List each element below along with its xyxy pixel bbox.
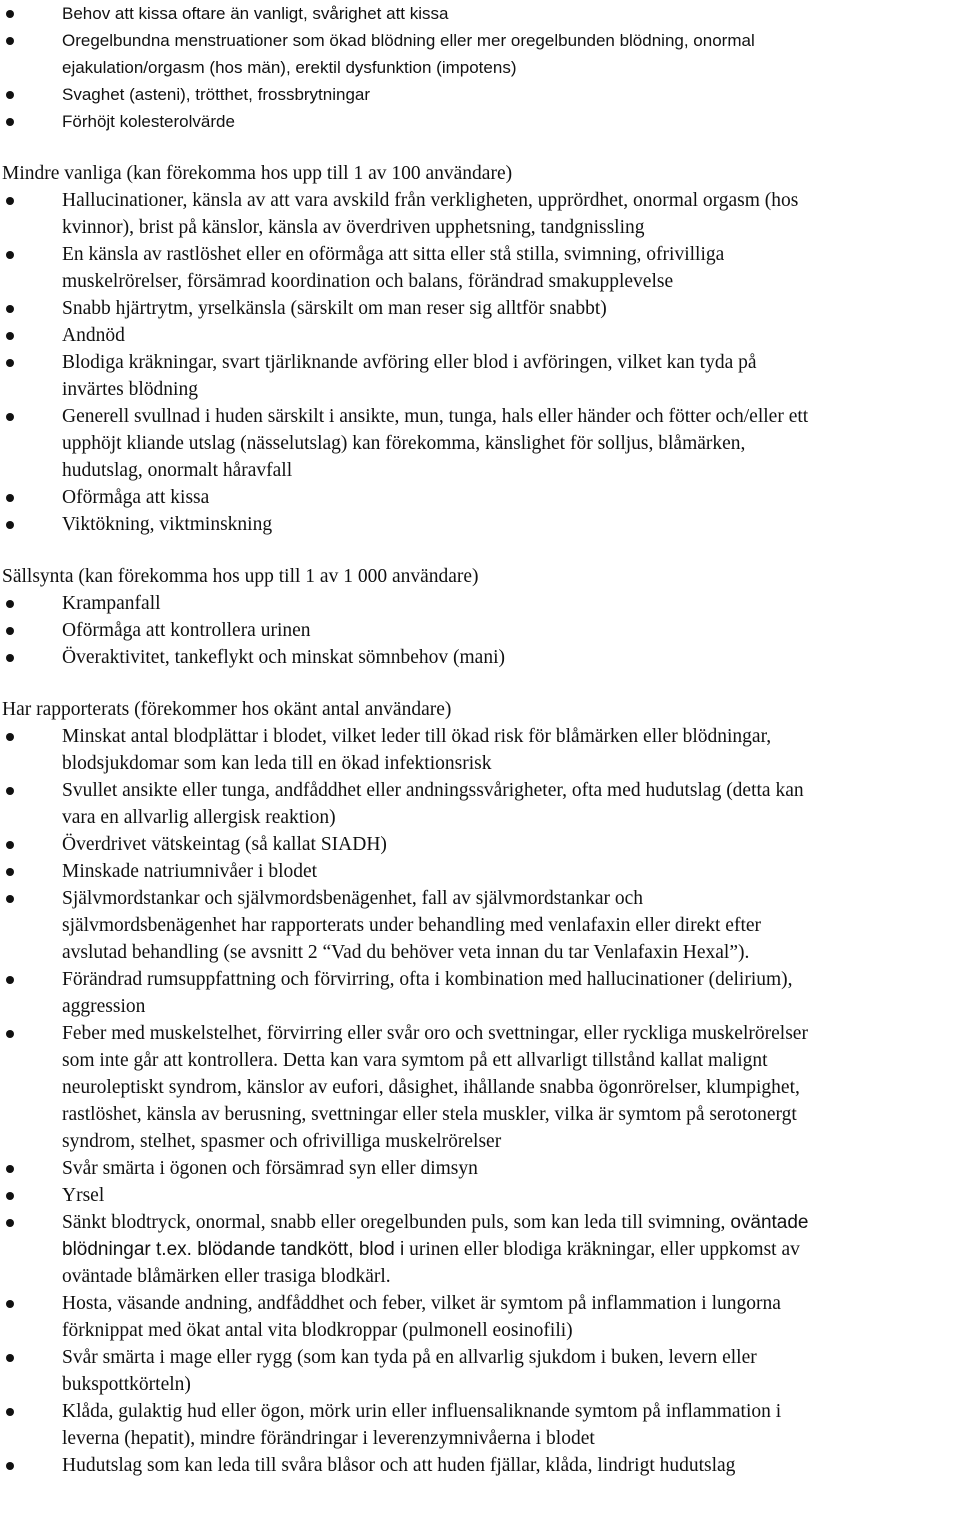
list-item <box>0 322 960 349</box>
line-text-main: Hallucinationer, känsla av att vara avskild från verkligheten, upprördhet, onormal orgasm (hos <box>62 190 799 211</box>
list-item <box>0 1398 960 1425</box>
line-text-main: Oförmåga att kontrollera urinen <box>62 620 311 641</box>
line-text-main: som inte går att kontrollera. Detta kan vara symtom på ett allvarligt tillstånd kallat malignt <box>62 1050 768 1071</box>
line-text-main: Klåda, gulaktig hud eller ögon, mörk urin eller influensaliknande symtom på inflammation i <box>62 1401 782 1422</box>
list-item-continuation <box>0 993 960 1020</box>
list-item <box>0 484 960 511</box>
line-text <box>62 1425 595 1452</box>
bullet-icon <box>6 733 14 741</box>
line-text-main: ejakulation/orgasm (hos män), erektil dysfunktion (impotens) <box>62 58 517 77</box>
line-text-main: Behov att kissa oftare än vanligt, svårighet att kissa <box>62 4 449 23</box>
line-text-extra: urinen eller blodiga kräkningar, eller uppkomst av <box>404 1239 800 1260</box>
line-text <box>62 590 161 617</box>
list-item <box>0 831 960 858</box>
line-text <box>62 27 755 54</box>
line-text-main: bukspottkörteln) <box>62 1374 191 1395</box>
bullet-icon <box>6 1462 14 1470</box>
bullet-icon <box>6 37 14 45</box>
line-text-main: Minskade natriumnivåer i blodet <box>62 861 318 882</box>
line-text <box>62 777 804 804</box>
line-text <box>62 241 724 268</box>
line-text-main: Sänkt blodtryck, onormal, snabb eller oregelbunden puls, som kan leda till svimning, <box>62 1212 731 1233</box>
line-text <box>62 1263 391 1290</box>
line-text-main: Förändrad rumsuppfattning och förvirring, ofta i kombination med hallucinationer (delirium), <box>62 969 793 990</box>
list-item <box>0 1344 960 1371</box>
list-item <box>0 241 960 268</box>
list-item <box>0 81 960 108</box>
line-text-main: Oförmåga att kissa <box>62 487 210 508</box>
line-text <box>62 993 145 1020</box>
line-text-main: avslutad behandling (se avsnitt 2 “Vad du behöver veta innan du tar Venlafaxin Hexal”). <box>62 942 750 963</box>
line-text-main: Mindre vanliga (kan förekomma hos upp till 1 av 100 användare) <box>2 163 513 184</box>
line-text-main: Svullet ansikte eller tunga, andfåddhet eller andningssvårigheter, ofta med hudutslag (detta kan <box>62 780 804 801</box>
list-item <box>0 1209 960 1236</box>
list-item <box>0 885 960 912</box>
bullet-icon <box>6 787 14 795</box>
list-item <box>0 590 960 617</box>
line-text <box>62 1317 573 1344</box>
bullet-icon <box>6 895 14 903</box>
list-item <box>0 723 960 750</box>
list-item-continuation <box>0 750 960 777</box>
line-text-main: oväntade blåmärken eller trasiga blodkärl. <box>62 1266 391 1287</box>
line-text <box>62 1101 797 1128</box>
line-text-main: Svår smärta i mage eller rygg (som kan tyda på en allvarlig sjukdom i buken, levern eller <box>62 1347 757 1368</box>
line-text <box>62 966 793 993</box>
list-item <box>0 403 960 430</box>
line-text-main: Viktökning, viktminskning <box>62 514 273 535</box>
bullet-icon <box>6 1219 14 1227</box>
bullet-icon <box>6 1192 14 1200</box>
line-text <box>62 617 311 644</box>
line-text <box>62 1290 781 1317</box>
list-item <box>0 1020 960 1047</box>
line-text-main: Självmordstankar och självmordsbenägenhet, fall av självmordstankar och <box>62 888 644 909</box>
line-text-main: självmordsbenägenhet har rapporterats under behandling med venlafaxin eller direkt efter <box>62 915 762 936</box>
line-text <box>62 349 757 376</box>
line-text-main: Svaghet (asteni), trötthet, frossbrytningar <box>62 85 371 104</box>
bullet-icon <box>6 197 14 205</box>
bullet-icon <box>6 413 14 421</box>
line-text <box>62 511 272 538</box>
list-item-continuation <box>0 1236 960 1263</box>
line-text <box>62 723 771 750</box>
list-item <box>0 295 960 322</box>
bullet-icon <box>6 1030 14 1038</box>
line-text-main: Överaktivitet, tankeflykt och minskat sömnbehov (mani) <box>62 647 505 668</box>
list-item-continuation <box>0 1047 960 1074</box>
line-text-extra: oväntade <box>730 1212 809 1233</box>
list-item-continuation <box>0 1074 960 1101</box>
line-text-main: Oregelbundna menstruationer som ökad blödning eller mer oregelbunden blödning, onormal <box>62 31 755 50</box>
bullet-icon <box>6 868 14 876</box>
bullet-icon <box>6 654 14 662</box>
line-text-main: Feber med muskelstelhet, förvirring eller svår oro och svettningar, eller ryckliga muskelrörelser <box>62 1023 808 1044</box>
line-text-main: En känsla av rastlöshet eller en oförmåga att sitta eller stå stilla, svimning, ofrivilliga <box>62 244 725 265</box>
line-text <box>62 54 516 81</box>
list-item <box>0 1290 960 1317</box>
line-text <box>62 1398 781 1425</box>
list-item-continuation <box>0 376 960 403</box>
list-item <box>0 777 960 804</box>
line-text <box>62 430 745 457</box>
line-text <box>62 1155 478 1182</box>
line-text-main: kvinnor), brist på känslor, känsla av överdriven upphetsning, tandgnissling <box>62 217 645 238</box>
list-item-continuation <box>0 1317 960 1344</box>
section-heading <box>0 160 960 187</box>
line-text-main: invärtes blödning <box>62 379 198 400</box>
bullet-icon <box>6 305 14 313</box>
line-text <box>62 1182 104 1209</box>
line-text <box>62 81 370 108</box>
line-text <box>62 1452 735 1479</box>
line-text <box>62 644 505 671</box>
list-item <box>0 27 960 54</box>
line-text <box>62 295 607 322</box>
line-text-main: Minskat antal blodplättar i blodet, vilket leder till ökad risk för blåmärken eller blödningar, <box>62 726 772 747</box>
line-text <box>62 1020 808 1047</box>
bullet-icon <box>6 627 14 635</box>
line-text <box>62 1344 757 1371</box>
line-text-main: Har rapporterats (förekommer hos okänt antal användare) <box>2 699 452 720</box>
line-text-main: Yrsel <box>62 1185 105 1206</box>
list-item <box>0 1452 960 1479</box>
list-item-continuation <box>0 939 960 966</box>
line-text-main: blödningar t.ex. blödande tandkött, blod i <box>62 1239 405 1260</box>
line-text-main: leverna (hepatit), mindre förändringar i leverenzymnivåerna i blodet <box>62 1428 595 1449</box>
list-item-continuation <box>0 1425 960 1452</box>
list-item <box>0 1182 960 1209</box>
bullet-icon <box>6 91 14 99</box>
list-item-continuation <box>0 1371 960 1398</box>
bullet-icon <box>6 494 14 502</box>
line-text <box>2 696 451 723</box>
list-item-continuation <box>0 430 960 457</box>
bullet-icon <box>6 1354 14 1362</box>
line-text <box>62 1236 800 1263</box>
section-heading <box>0 563 960 590</box>
section-heading <box>0 696 960 723</box>
list-item-continuation <box>0 214 960 241</box>
line-text-main: Svår smärta i ögonen och försämrad syn eller dimsyn <box>62 1158 478 1179</box>
line-text-main: rastlöshet, känsla av berusning, svettningar eller stela muskler, vilka är symtom på serotonergt <box>62 1104 797 1125</box>
line-text-main: Överdrivet vätskeintag (så kallat SIADH) <box>62 834 387 855</box>
list-item <box>0 349 960 376</box>
line-text-main: Generell svullnad i huden särskilt i ansikte, mun, tunga, hals eller händer och fötter och/eller ett <box>62 406 809 427</box>
list-item <box>0 187 960 214</box>
line-text-main: blodsjukdomar som kan leda till en ökad infektionsrisk <box>62 753 492 774</box>
bullet-icon <box>6 359 14 367</box>
list-item <box>0 644 960 671</box>
bullet-icon <box>6 841 14 849</box>
line-text-main: Sällsynta (kan förekomma hos upp till 1 av 1 000 användare) <box>2 566 479 587</box>
line-text-main: vara en allvarlig allergisk reaktion) <box>62 807 336 828</box>
line-text <box>62 0 448 27</box>
list-item-continuation <box>0 1128 960 1155</box>
line-text-main: neuroleptiskt syndrom, känslor av eufori, dåsighet, ihållande snabba ögonrörelser, klumpighet, <box>62 1077 800 1098</box>
line-text <box>62 322 125 349</box>
line-text <box>62 376 198 403</box>
line-text-main: syndrom, stelhet, spasmer och ofrivilliga muskelrörelser <box>62 1131 502 1152</box>
line-text-main: förknippat med ökat antal vita blodkroppar (pulmonell eosinofili) <box>62 1320 573 1341</box>
list-item <box>0 858 960 885</box>
list-item <box>0 0 960 27</box>
line-text-main: Hosta, väsande andning, andfåddhet och feber, vilket är symtom på inflammation i lungorna <box>62 1293 781 1314</box>
bullet-icon <box>6 521 14 529</box>
list-item <box>0 511 960 538</box>
list-item-continuation <box>0 457 960 484</box>
list-item-continuation <box>0 912 960 939</box>
bullet-icon <box>6 118 14 126</box>
bullet-icon <box>6 1408 14 1416</box>
line-text-main: Blodiga kräkningar, svart tjärliknande avföring eller blod i avföringen, vilket kan tyda på <box>62 352 757 373</box>
bullet-icon <box>6 1300 14 1308</box>
line-text-main: hudutslag, onormalt håravfall <box>62 460 293 481</box>
line-text <box>62 1074 800 1101</box>
bullet-icon <box>6 332 14 340</box>
line-text-main: upphöjt kliande utslag (nässelutslag) kan förekomma, känslighet för solljus, blåmärken, <box>62 433 746 454</box>
line-text <box>62 885 643 912</box>
line-text <box>62 912 761 939</box>
line-text <box>62 1371 191 1398</box>
line-text <box>62 108 235 135</box>
line-text-main: Snabb hjärtrytm, yrselkänsla (särskilt om man reser sig alltför snabbt) <box>62 298 607 319</box>
line-text-main: Hudutslag som kan leda till svåra blåsor och att huden fjällar, klåda, lindrigt hudutslag <box>62 1455 736 1476</box>
line-text-main: Krampanfall <box>62 593 161 614</box>
bullet-icon <box>6 10 14 18</box>
list-item-continuation <box>0 1263 960 1290</box>
list-item <box>0 617 960 644</box>
list-item-continuation <box>0 804 960 831</box>
line-text <box>62 939 749 966</box>
line-text <box>62 214 645 241</box>
line-text-main: Andnöd <box>62 325 125 346</box>
line-text <box>62 804 336 831</box>
line-text <box>62 1128 501 1155</box>
line-text <box>2 160 512 187</box>
line-text <box>62 750 491 777</box>
bullet-icon <box>6 976 14 984</box>
line-text <box>62 457 292 484</box>
list-item <box>0 966 960 993</box>
line-text-main: Förhöjt kolesterolvärde <box>62 112 235 131</box>
line-text <box>62 831 387 858</box>
line-text <box>62 403 808 430</box>
bullet-icon <box>6 600 14 608</box>
line-text <box>62 484 209 511</box>
line-text <box>62 858 317 885</box>
line-text <box>2 563 479 590</box>
bullet-icon <box>6 251 14 259</box>
list-item <box>0 108 960 135</box>
list-item <box>0 1155 960 1182</box>
line-text-main: muskelrörelser, försämrad koordination och balans, förändrad smakupplevelse <box>62 271 674 292</box>
line-text <box>62 1047 768 1074</box>
bullet-icon <box>6 1165 14 1173</box>
list-item-continuation <box>0 1101 960 1128</box>
line-text-main: aggression <box>62 996 146 1017</box>
line-text <box>62 187 798 214</box>
list-item-continuation <box>0 54 960 81</box>
line-text <box>62 268 673 295</box>
line-text <box>62 1209 809 1236</box>
list-item-continuation <box>0 268 960 295</box>
